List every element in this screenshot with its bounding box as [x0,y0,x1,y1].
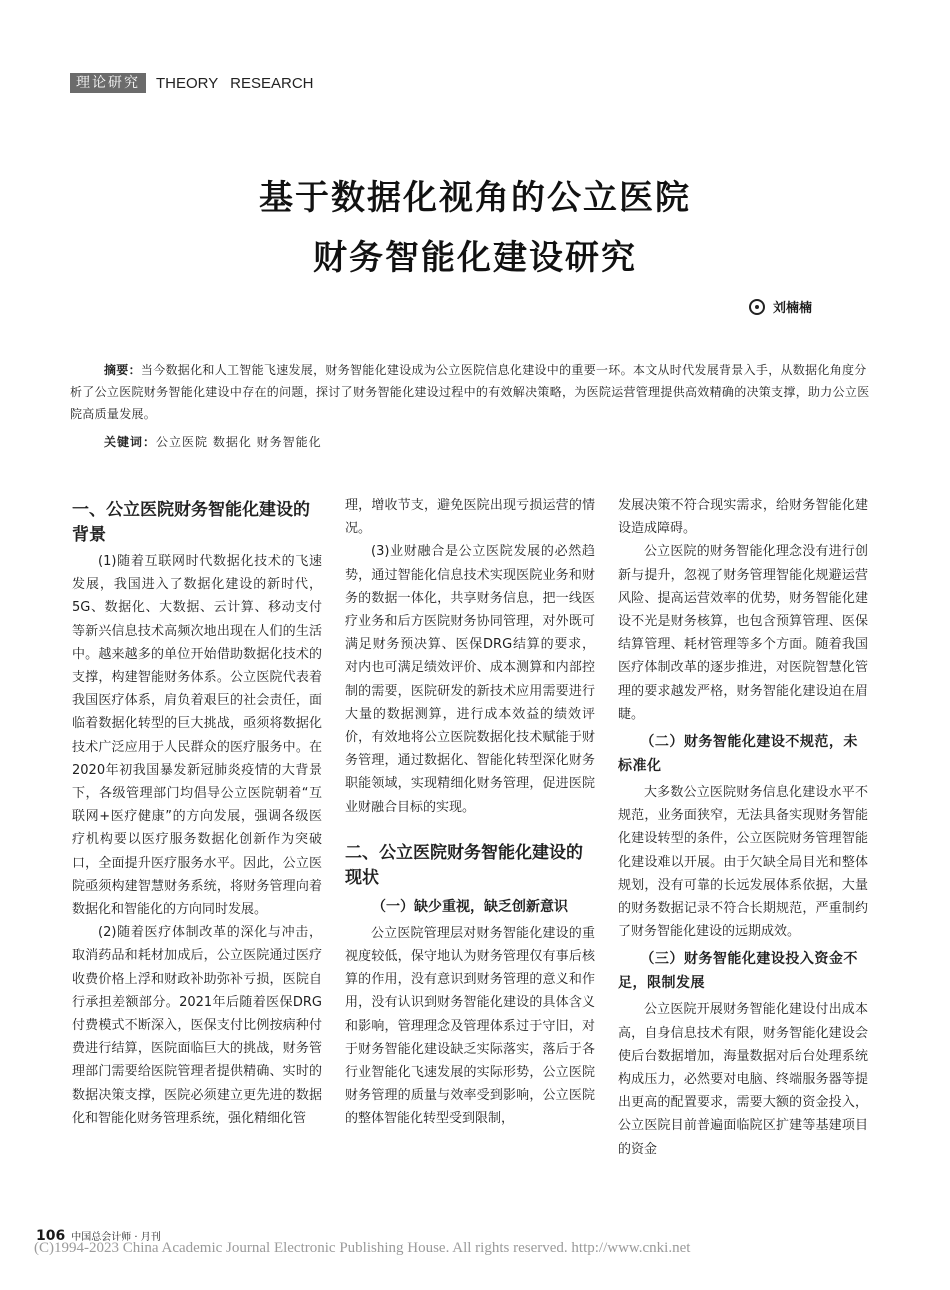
abstract [70,359,870,425]
section-header [70,73,313,93]
paragraph: (1)随着互联网时代数据化技术的飞速发展，我国进入了数据化建设的新时代，5G、数据化、大数据、云计算、移动支付等新兴信息技术高频次地出现在人们的生活中。越来越多的单位开始借助数据化技术的支撑，构建智能财务体系。公立医院代表着我国医疗体系，肩负着艰巨的社会责任，面临着数据化转型的巨大挑战，亟须将数据化技术广泛应用于人民群众的医疗服务中。在2020年初我国暴发新冠肺炎疫情的大背景下，各级管理部门均倡导公立医院朝着“互联网+医疗健康”的方向发展，强调各级医疗机构要以医疗服务数据化创新作为突破口，全面提升医疗服务水平。因此，公立医院亟须构建智慧财务系统，将财务管理向着数据化和智能化的方向同时发展。 [72,554,322,918]
subsection-heading: （一）缺少重视，缺乏创新意识 [372,898,568,915]
author-bullet-icon [749,299,765,315]
subsection-heading: （三）财务智能化建设投入资金不足，限制发展 [618,951,858,992]
column-2 [345,494,595,1131]
author-block [749,297,812,316]
column-3 [618,494,868,1161]
author-name: 刘楠楠 [772,301,812,316]
subsection-heading: （二）财务智能化建设不规范，未标准化 [618,734,858,775]
section-heading-2: 二、公立医院财务智能化建设的现状 [345,842,583,888]
paragraph: (3)业财融合是公立医院发展的必然趋势，通过智能化信息技术实现医院业务和财务的数据一体化，共享财务信息，把一线医疗业务和后方医院财务协同管理，对外既可满足财务预决算、医保DRG结算的要求，对内也可满足绩效评价、成本测算和内部控制的需要，医院研发的新技术应用需要进行大量的数据测算，进行成本效益的绩效评价，有效地将公立医院数据化技术赋能于财务管理，通过数据化、智能化转型深化财务职能领域，实现精细化财务管理，促进医院业财融合目标的实现。 [345,544,595,815]
paragraph: 公立医院管理层对财务智能化建设的重视度较低，保守地认为财务管理仅有事后核算的作用，没有意识到财务管理的意义和作用，没有认识到财务智能化建设的具体含义和影响，管理理念及管理体系过于守旧，对于财务智能化建设缺乏实际落实，落后于各行业智能化飞速发展的实际形势，公立医院财务管理的质量与效率受到影响，公立医院的整体智能化转型受到限制， [345,925,595,1127]
paragraph: (2)随着医疗体制改革的深化与冲击，取消药品和耗材加成后，公立医院通过医疗收费价格上浮和财政补助弥补亏损，医院自行承担差额部分。2021年后随着医保DRG付费模式不断深入，医保支付比例按病种付费进行结算，医院面临巨大的挑战，财务管理部门需要给医院管理者提供精确、实时的数据决策支撑，医院必须建立更先进的数据化和智能化财务管理系统，强化精细化管 [72,925,322,1126]
paragraph-continued: 理，增收节支，避免医院出现亏损运营的情况。 [345,498,595,537]
paragraph: 公立医院开展财务智能化建设付出成本高，自身信息技术有限，财务智能化建设会使后台数据增加，海量数据对后台处理系统构成压力，必然要对电脑、终端服务器等提出更高的配置要求，需要大额的资金投入，公立医院目前普遍面临院区扩建等基建项目的资金 [618,1002,868,1157]
column-1 [72,494,322,1130]
section-tag: 理论研究 [70,73,146,93]
abstract-text: 当今数据化和人工智能飞速发展，财务智能化建设成为公立医院信息化建设中的重要一环。本文从时代发展背景入手，从数据化角度分析了公立医院财务智能化建设中存在的问题，探讨了财务智能化建设过程中的有效解决策略，为医院运营管理提供高效精确的决策支撑，助力公立医院高质量发展。 [70,363,870,421]
keywords-text: 公立医院 数据化 财务智能化 [156,435,322,449]
paragraph: 大多数公立医院财务信息化建设水平不规范，业务面狭窄，无法具备实现财务智能化建设转型的条件，公立医院财务管理智能化建设难以开展。由于欠缺全局目光和整体规划，没有可靠的长远发展体系依据，大量的财务数据记录不符合长期规范，严重制约了财务智能化建设的远期成效。 [618,785,868,940]
journal-name: 中国总会计师 · 月刊 [71,1232,161,1243]
article-title-line2: 财务智能化建设研究 [313,238,637,278]
paragraph: 公立医院的财务智能化理念没有进行创新与提升，忽视了财务管理智能化规避运营风险、提高运营效率的优势，财务智能化建设不光是财务核算，也包含预算管理、医保结算管理、耗材管理等多个方面。随着我国医疗体制改革的逐步推进，对医院智慧化管理的要求越发严格，财务智能化建设迫在眉睫。 [618,544,868,722]
section-english: THEORY RESEARCH [156,74,314,92]
paragraph-continued: 发展决策不符合现实需求，给财务智能化建设造成障碍。 [618,498,868,537]
article-title-line1: 基于数据化视角的公立医院 [259,178,691,218]
page-number: 106 [36,1228,66,1244]
keywords-label: 关键词： [104,435,157,449]
section-heading-1: 一、公立医院财务智能化建设的背景 [72,500,310,545]
abstract-label: 摘要： [104,363,141,377]
copyright-watermark: (C)1994-2023 China Academic Journal Electronic Publishing House. All rights reserved. http://www.cnki.net [34,1240,691,1256]
keywords [104,432,322,452]
